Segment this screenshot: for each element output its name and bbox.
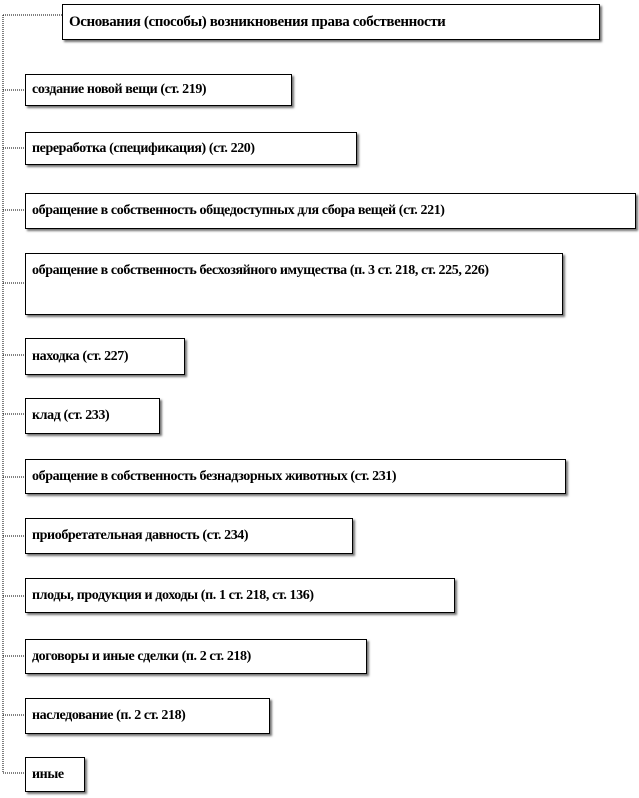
item-box-public-things: обращение в собственность общедоступных для сбора вещей (ст. 221) bbox=[25, 193, 636, 229]
item-box-stray-animals: обращение в собственность безнадзорных животных (ст. 231) bbox=[25, 459, 566, 494]
item-box-creation-of-new-thing: создание новой вещи (ст. 219) bbox=[25, 74, 292, 106]
item-box-other: иные bbox=[25, 757, 85, 792]
item-box-contracts: договоры и иные сделки (п. 2 ст. 218) bbox=[25, 639, 367, 674]
item-box-fruits-products-income: плоды, продукция и доходы (п. 1 ст. 218, ст. 136) bbox=[25, 578, 455, 613]
item-box-find: находка (ст. 227) bbox=[25, 338, 185, 375]
item-box-ownerless-property: обращение в собственность бесхозяйного имущества (п. 3 ст. 218, ст. 225, 226) bbox=[25, 253, 563, 315]
item-box-specification: переработка (спецификация) (ст. 220) bbox=[25, 132, 357, 165]
item-box-treasure: клад (ст. 233) bbox=[25, 398, 160, 434]
item-box-acquisitive-prescription: приобретательная давность (ст. 234) bbox=[25, 518, 353, 554]
title-box: Основания (способы) возникновения права собственности bbox=[62, 4, 600, 40]
item-box-inheritance: наследование (п. 2 ст. 218) bbox=[25, 698, 270, 734]
